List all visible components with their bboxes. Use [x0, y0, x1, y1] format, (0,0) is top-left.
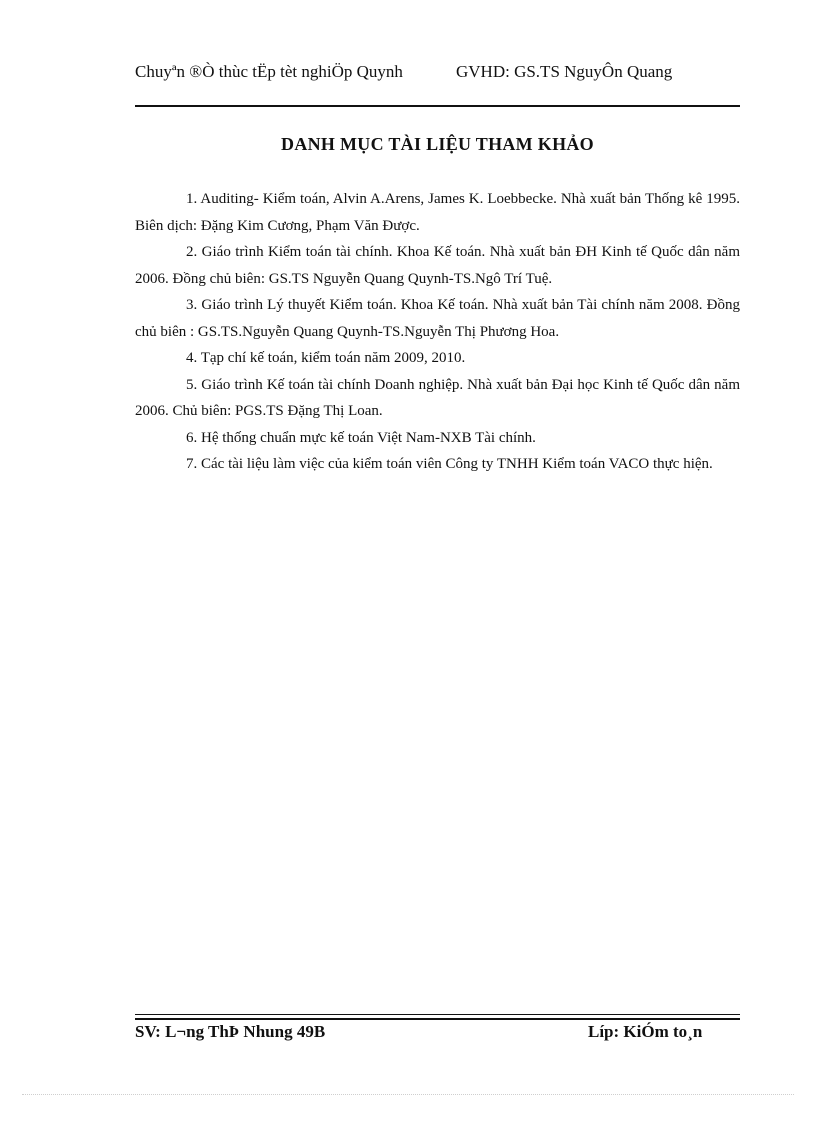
header-supervisor: GVHD: GS.TS NguyÔn Quang	[456, 62, 673, 81]
header-divider	[135, 105, 740, 107]
reference-item-3: 3. Giáo trình Lý thuyết Kiểm toán. Khoa Kế toán. Nhà xuất bản Tài chính năm 2008. Đồng chủ biên : GS.TS.Nguyễn Quang Quynh-TS.Nguyễn Thị Phương Hoa.	[135, 297, 740, 340]
reference-item-1: 1. Auditing- Kiểm toán, Alvin A.Arens, James K. Loebbecke. Nhà xuất bản Thống kê 1995. Biên dịch: Đặng Kim Cương, Phạm Văn Được.	[135, 191, 740, 234]
footer-divider-thin	[135, 1014, 740, 1015]
reference-item-6: 6. Hệ thống chuẩn mực kế toán Việt Nam-NXB Tài chính.	[186, 429, 536, 446]
footer-class: Líp: KiÓm to¸n	[588, 1022, 703, 1041]
footer-student: SV: L¬ng ThÞ Nhung 49B	[135, 1022, 326, 1041]
page-bottom-border	[22, 1094, 794, 1095]
page-title: DANH MỤC TÀI LIỆU THAM KHẢO	[281, 134, 594, 154]
reference-item-5: 5. Giáo trình Kế toán tài chính Doanh nghiệp. Nhà xuất bản Đại học Kinh tế Quốc dân năm 2006. Chủ biên: PGS.TS Đặng Thị Loan.	[135, 376, 740, 419]
reference-item-7: 7. Các tài liệu làm việc của kiểm toán viên Công ty TNHH Kiểm toán VACO thực hiện.	[186, 456, 713, 472]
header-document-title: Chuyªn ®Ò thùc tËp tèt nghiÖp Quynh	[135, 62, 403, 81]
reference-item-4: 4. Tạp chí kế toán, kiểm toán năm 2009, 2010.	[186, 350, 466, 366]
reference-item-2: 2. Giáo trình Kiểm toán tài chính. Khoa Kế toán. Nhà xuất bản ĐH Kinh tế Quốc dân năm 2006. Đồng chủ biên: GS.TS Nguyễn Quang Quynh-TS.Ngô Trí Tuệ.	[135, 244, 740, 287]
reference-list	[135, 186, 740, 478]
